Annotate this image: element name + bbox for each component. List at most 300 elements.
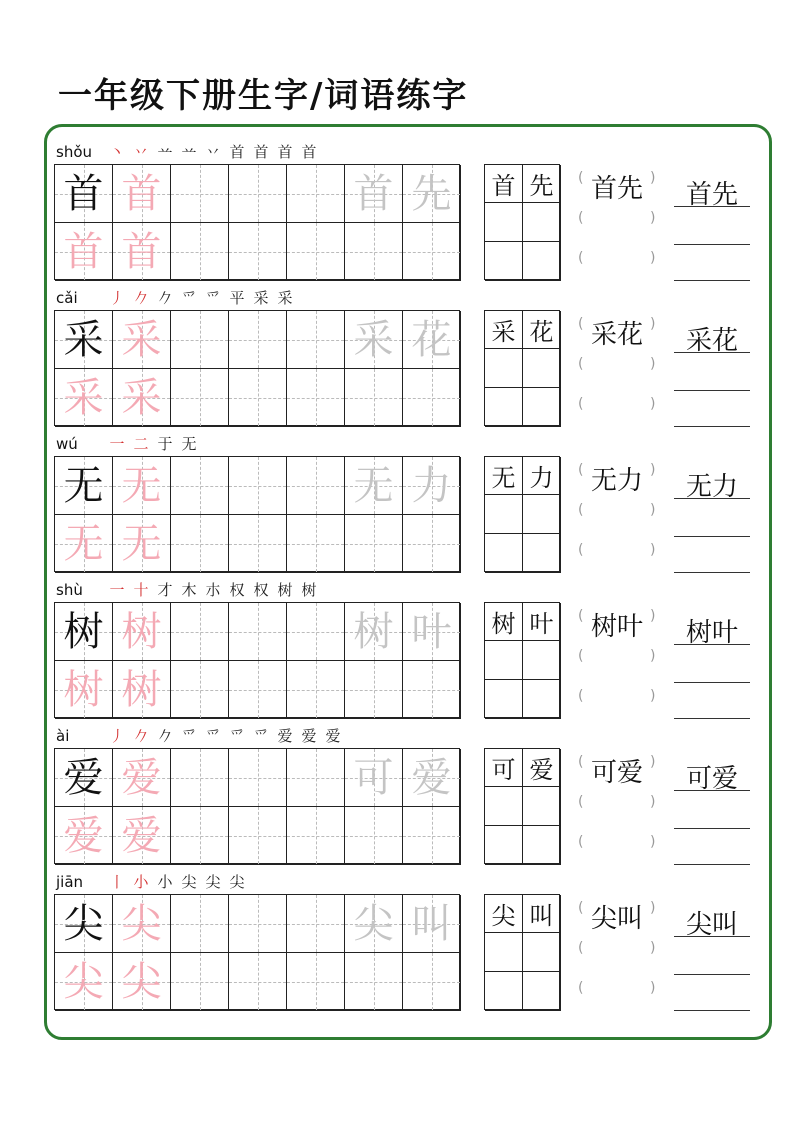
paren-left: ( [578, 170, 584, 186]
grid-cell[interactable] [113, 369, 171, 427]
grid-cell[interactable] [287, 165, 345, 223]
grid-cell[interactable] [229, 223, 287, 281]
grid-cell[interactable] [229, 661, 287, 719]
answer-word: 无力 [685, 472, 738, 502]
answer-lines [674, 310, 750, 426]
pinyin-label: ài [56, 727, 70, 745]
grid-cell[interactable] [55, 895, 113, 953]
stroke-step: 𠂊 [133, 289, 149, 307]
stroke-step: 爱 [325, 727, 341, 745]
stroke-step: 爫 [229, 727, 245, 745]
grid-cell[interactable] [403, 311, 461, 369]
word-grid-cell[interactable] [485, 203, 523, 242]
grid-character: 首 [121, 170, 162, 217]
grid-cell[interactable] [171, 223, 229, 281]
grid-character: 树 [121, 666, 162, 713]
grid-character: 无 [353, 462, 394, 509]
word-grid-cell[interactable] [485, 388, 523, 427]
grid-cell[interactable] [287, 515, 345, 573]
grid-cell[interactable] [403, 223, 461, 281]
stroke-step: 丷 [133, 143, 149, 161]
word-grid-cell[interactable] [523, 680, 561, 719]
stroke-step: 爱 [277, 727, 293, 745]
word-grid-cell[interactable] [523, 826, 561, 865]
pinyin-label: shǒu [56, 143, 93, 161]
word-grid-cell[interactable] [523, 349, 561, 388]
stroke-step: 䒑 [181, 143, 197, 161]
grid-cell[interactable] [113, 895, 171, 953]
word-grid-cell[interactable]: 花 [523, 311, 561, 349]
grid-cell[interactable] [287, 953, 345, 1011]
grid-cell[interactable] [55, 749, 113, 807]
word-grid-cell[interactable] [523, 641, 561, 680]
writing-line[interactable] [674, 352, 750, 353]
word-grid [484, 894, 560, 1010]
grid-cell[interactable] [171, 369, 229, 427]
grid-cell[interactable] [113, 807, 171, 865]
stroke-step: 采 [253, 289, 269, 307]
paren-right: ) [650, 648, 656, 664]
grid-character: 首 [121, 228, 162, 275]
word-parentheses [578, 602, 656, 718]
practice-block [0, 142, 800, 288]
stroke-step: 一 [109, 581, 125, 599]
word-grid [484, 748, 560, 864]
word-grid-cell[interactable]: 叫 [523, 895, 561, 933]
word-grid-cell[interactable]: 爱 [523, 749, 561, 787]
tianzige-grid [54, 310, 460, 426]
grid-cell[interactable] [403, 515, 461, 573]
word-grid-cell[interactable] [485, 349, 523, 388]
grid-cell[interactable] [345, 603, 403, 661]
grid-character: 采 [353, 316, 394, 363]
grid-cell[interactable] [403, 749, 461, 807]
grid-cell[interactable] [229, 457, 287, 515]
grid-character: 爱 [63, 812, 104, 859]
answer-word: 可爱 [685, 764, 738, 794]
stroke-step: 爫 [253, 727, 269, 745]
grid-cell[interactable] [403, 895, 461, 953]
grid-character: 花 [411, 316, 452, 363]
stroke-step: 小 [133, 873, 149, 891]
writing-line[interactable] [674, 244, 750, 245]
tianzige-grid [54, 456, 460, 572]
paren-left: ( [578, 502, 584, 518]
paren-right: ) [650, 396, 656, 412]
word-grid [484, 310, 560, 426]
stroke-step: 丨 [109, 873, 125, 891]
word-grid-cell[interactable]: 力 [523, 457, 561, 495]
paren-right: ) [650, 754, 656, 770]
grid-cell[interactable] [345, 223, 403, 281]
grid-character: 无 [63, 520, 104, 567]
grid-character: 尖 [121, 900, 162, 947]
paren-left: ( [578, 356, 584, 372]
pinyin-label: cǎi [56, 289, 78, 307]
grid-cell[interactable] [55, 953, 113, 1011]
answer-lines [674, 456, 750, 572]
stroke-order [106, 580, 320, 600]
grid-cell[interactable] [55, 369, 113, 427]
answer-word: 采花 [685, 326, 738, 356]
grid-cell[interactable] [171, 165, 229, 223]
grid-cell[interactable] [287, 369, 345, 427]
grid-cell[interactable] [113, 223, 171, 281]
grid-cell[interactable] [229, 165, 287, 223]
grid-character: 无 [121, 462, 162, 509]
grid-cell[interactable] [113, 515, 171, 573]
word-text: 可爱 [590, 758, 643, 788]
grid-character: 树 [353, 608, 394, 655]
word-grid-cell[interactable] [523, 933, 561, 972]
stroke-order [106, 288, 296, 308]
word-grid-cell[interactable] [523, 242, 561, 281]
grid-cell[interactable] [287, 749, 345, 807]
stroke-step: 权 [253, 581, 269, 599]
grid-cell[interactable] [345, 661, 403, 719]
grid-character: 叶 [411, 608, 452, 655]
word-grid-cell[interactable] [485, 787, 523, 826]
grid-cell[interactable] [287, 311, 345, 369]
writing-line[interactable] [674, 536, 750, 537]
word-grid-cell[interactable]: 无 [485, 457, 523, 495]
paren-right: ) [650, 834, 656, 850]
grid-character: 无 [63, 462, 104, 509]
grid-cell[interactable] [345, 749, 403, 807]
stroke-step: 十 [133, 581, 149, 599]
writing-line[interactable] [674, 718, 750, 719]
practice-block [0, 872, 800, 1018]
writing-line[interactable] [674, 936, 750, 937]
stroke-step: 爫 [181, 289, 197, 307]
grid-cell[interactable] [113, 661, 171, 719]
grid-character: 首 [63, 170, 104, 217]
paren-right: ) [650, 794, 656, 810]
stroke-step: 木 [181, 581, 197, 599]
tianzige-grid [54, 602, 460, 718]
stroke-order [106, 142, 320, 162]
grid-character: 树 [121, 608, 162, 655]
grid-character: 无 [121, 520, 162, 567]
paren-left: ( [578, 608, 584, 624]
word-parentheses [578, 164, 656, 280]
word-text: 无力 [590, 466, 643, 496]
stroke-step: 丷 [205, 143, 221, 161]
stroke-step: 爫 [205, 289, 221, 307]
stroke-step: 爫 [205, 727, 221, 745]
grid-cell[interactable] [171, 515, 229, 573]
stroke-step: 朩 [205, 581, 221, 599]
grid-cell[interactable] [345, 165, 403, 223]
grid-cell[interactable] [113, 603, 171, 661]
grid-cell[interactable] [113, 953, 171, 1011]
grid-cell[interactable] [287, 457, 345, 515]
stroke-step: 首 [253, 143, 269, 161]
writing-line[interactable] [674, 280, 750, 281]
grid-cell[interactable] [113, 457, 171, 515]
grid-cell[interactable] [403, 661, 461, 719]
grid-character: 树 [63, 666, 104, 713]
paren-left: ( [578, 316, 584, 332]
grid-cell[interactable] [171, 311, 229, 369]
word-text: 采花 [590, 320, 643, 350]
stroke-step: 小 [157, 873, 173, 891]
word-grid-cell[interactable] [485, 495, 523, 534]
practice-block [0, 580, 800, 726]
paren-left: ( [578, 648, 584, 664]
grid-character: 树 [63, 608, 104, 655]
word-grid-cell[interactable] [485, 972, 523, 1011]
grid-cell[interactable] [229, 895, 287, 953]
grid-cell[interactable] [113, 749, 171, 807]
grid-cell[interactable] [345, 807, 403, 865]
paren-left: ( [578, 940, 584, 956]
stroke-step: 𠂊 [157, 727, 173, 745]
stroke-order [106, 434, 200, 454]
grid-character: 首 [353, 170, 394, 217]
answer-lines [674, 894, 750, 1010]
grid-cell[interactable] [55, 457, 113, 515]
grid-character: 爱 [63, 754, 104, 801]
grid-cell[interactable] [171, 953, 229, 1011]
grid-cell[interactable] [171, 457, 229, 515]
paren-right: ) [650, 502, 656, 518]
word-parentheses [578, 894, 656, 1010]
paren-left: ( [578, 834, 584, 850]
word-grid-cell[interactable] [485, 242, 523, 281]
paren-right: ) [650, 980, 656, 996]
stroke-step: 首 [229, 143, 245, 161]
grid-cell[interactable] [113, 311, 171, 369]
stroke-step: 丶 [109, 143, 125, 161]
writing-line[interactable] [674, 1010, 750, 1011]
word-parentheses [578, 310, 656, 426]
paren-left: ( [578, 210, 584, 226]
word-grid-cell[interactable] [523, 787, 561, 826]
grid-character: 采 [63, 316, 104, 363]
word-grid-cell[interactable]: 尖 [485, 895, 523, 933]
stroke-step: 平 [229, 289, 245, 307]
writing-line[interactable] [674, 828, 750, 829]
grid-cell[interactable] [345, 953, 403, 1011]
grid-cell[interactable] [345, 369, 403, 427]
word-grid-cell[interactable] [523, 495, 561, 534]
grid-cell[interactable] [55, 661, 113, 719]
stroke-step: 首 [277, 143, 293, 161]
grid-character: 采 [63, 374, 104, 421]
grid-cell[interactable] [345, 311, 403, 369]
grid-cell[interactable] [171, 895, 229, 953]
grid-character: 尖 [121, 958, 162, 1005]
writing-line[interactable] [674, 644, 750, 645]
stroke-step: 才 [157, 581, 173, 599]
grid-cell[interactable] [229, 515, 287, 573]
writing-line[interactable] [674, 426, 750, 427]
grid-cell[interactable] [345, 895, 403, 953]
word-text: 首先 [590, 174, 643, 204]
stroke-step: 丿 [109, 727, 125, 745]
stroke-step: 爱 [301, 727, 317, 745]
grid-cell[interactable] [55, 165, 113, 223]
grid-cell[interactable] [171, 603, 229, 661]
stroke-step: 𠂊 [133, 727, 149, 745]
writing-line[interactable] [674, 790, 750, 791]
word-grid-cell[interactable] [485, 826, 523, 865]
paren-right: ) [650, 940, 656, 956]
word-grid-cell[interactable]: 先 [523, 165, 561, 203]
word-grid-cell[interactable]: 叶 [523, 603, 561, 641]
stroke-step: 树 [277, 581, 293, 599]
word-grid-cell[interactable] [485, 534, 523, 573]
writing-line[interactable] [674, 498, 750, 499]
stroke-step: 丿 [109, 289, 125, 307]
stroke-step: 尖 [205, 873, 221, 891]
word-grid [484, 456, 560, 572]
stroke-step: 于 [157, 435, 173, 453]
stroke-step: 无 [181, 435, 197, 453]
word-grid-cell[interactable] [485, 933, 523, 972]
grid-character: 力 [411, 462, 452, 509]
paren-right: ) [650, 316, 656, 332]
grid-cell[interactable] [403, 603, 461, 661]
stroke-step: 一 [109, 435, 125, 453]
paren-right: ) [650, 462, 656, 478]
word-text: 树叶 [590, 612, 643, 642]
grid-cell[interactable] [229, 807, 287, 865]
stroke-step: 䒑 [157, 143, 173, 161]
grid-cell[interactable] [55, 515, 113, 573]
grid-cell[interactable] [229, 953, 287, 1011]
grid-cell[interactable] [55, 311, 113, 369]
stroke-step: 𠂊 [157, 289, 173, 307]
grid-cell[interactable] [229, 369, 287, 427]
tianzige-grid [54, 164, 460, 280]
writing-line[interactable] [674, 864, 750, 865]
grid-character: 采 [121, 316, 162, 363]
paren-right: ) [650, 356, 656, 372]
grid-cell[interactable] [55, 223, 113, 281]
grid-character: 尖 [63, 958, 104, 1005]
word-grid-cell[interactable] [523, 534, 561, 573]
paren-right: ) [650, 210, 656, 226]
word-grid-cell[interactable]: 首 [485, 165, 523, 203]
paren-left: ( [578, 794, 584, 810]
pinyin-label: jiān [56, 873, 84, 891]
grid-cell[interactable] [403, 807, 461, 865]
grid-character: 尖 [63, 900, 104, 947]
writing-line[interactable] [674, 974, 750, 975]
page-title: 一年级下册生字/词语练字 [58, 76, 469, 116]
paren-right: ) [650, 608, 656, 624]
paren-left: ( [578, 542, 584, 558]
grid-cell[interactable] [287, 661, 345, 719]
grid-cell[interactable] [345, 457, 403, 515]
word-grid [484, 602, 560, 718]
grid-character: 首 [63, 228, 104, 275]
word-grid-cell[interactable] [523, 388, 561, 427]
word-parentheses [578, 748, 656, 864]
grid-cell[interactable] [287, 807, 345, 865]
word-grid [484, 164, 560, 280]
practice-block [0, 726, 800, 872]
word-grid-cell[interactable] [523, 972, 561, 1011]
grid-cell[interactable] [345, 515, 403, 573]
grid-cell[interactable] [55, 807, 113, 865]
grid-cell[interactable] [171, 661, 229, 719]
word-grid-cell[interactable]: 采 [485, 311, 523, 349]
grid-cell[interactable] [403, 369, 461, 427]
paren-left: ( [578, 900, 584, 916]
grid-cell[interactable] [171, 749, 229, 807]
practice-block [0, 288, 800, 434]
grid-cell[interactable] [287, 895, 345, 953]
stroke-step: 权 [229, 581, 245, 599]
answer-lines [674, 602, 750, 718]
grid-cell[interactable] [287, 603, 345, 661]
stroke-step: 尖 [181, 873, 197, 891]
paren-right: ) [650, 900, 656, 916]
answer-lines [674, 748, 750, 864]
writing-line[interactable] [674, 682, 750, 683]
writing-line[interactable] [674, 572, 750, 573]
grid-character: 先 [411, 170, 452, 217]
word-grid-cell[interactable]: 树 [485, 603, 523, 641]
writing-line[interactable] [674, 390, 750, 391]
grid-cell[interactable] [229, 749, 287, 807]
grid-cell[interactable] [403, 457, 461, 515]
word-grid-cell[interactable] [523, 203, 561, 242]
paren-right: ) [650, 250, 656, 266]
grid-cell[interactable] [55, 603, 113, 661]
stroke-step: 爫 [181, 727, 197, 745]
grid-cell[interactable] [403, 165, 461, 223]
grid-character: 爱 [411, 754, 452, 801]
grid-cell[interactable] [171, 807, 229, 865]
pinyin-label: wú [56, 435, 78, 453]
grid-cell[interactable] [229, 603, 287, 661]
grid-cell[interactable] [113, 165, 171, 223]
grid-character: 叫 [411, 900, 452, 947]
practice-block [0, 434, 800, 580]
paren-right: ) [650, 170, 656, 186]
stroke-order [106, 872, 248, 892]
answer-lines [674, 164, 750, 280]
word-grid-cell[interactable] [485, 680, 523, 719]
stroke-step: 树 [301, 581, 317, 599]
word-parentheses [578, 456, 656, 572]
writing-line[interactable] [674, 206, 750, 207]
stroke-step: 尖 [229, 873, 245, 891]
answer-word: 首先 [685, 180, 738, 210]
pinyin-label: shù [56, 581, 83, 599]
grid-cell[interactable] [229, 311, 287, 369]
paren-left: ( [578, 250, 584, 266]
stroke-step: 采 [277, 289, 293, 307]
paren-left: ( [578, 396, 584, 412]
word-grid-cell[interactable]: 可 [485, 749, 523, 787]
stroke-step: 首 [301, 143, 317, 161]
paren-left: ( [578, 462, 584, 478]
paren-left: ( [578, 754, 584, 770]
paren-left: ( [578, 688, 584, 704]
word-grid-cell[interactable] [485, 641, 523, 680]
answer-word: 树叶 [685, 618, 738, 648]
grid-character: 可 [353, 754, 394, 801]
paren-right: ) [650, 688, 656, 704]
grid-cell[interactable] [287, 223, 345, 281]
word-text: 尖叫 [590, 904, 643, 934]
grid-cell[interactable] [403, 953, 461, 1011]
